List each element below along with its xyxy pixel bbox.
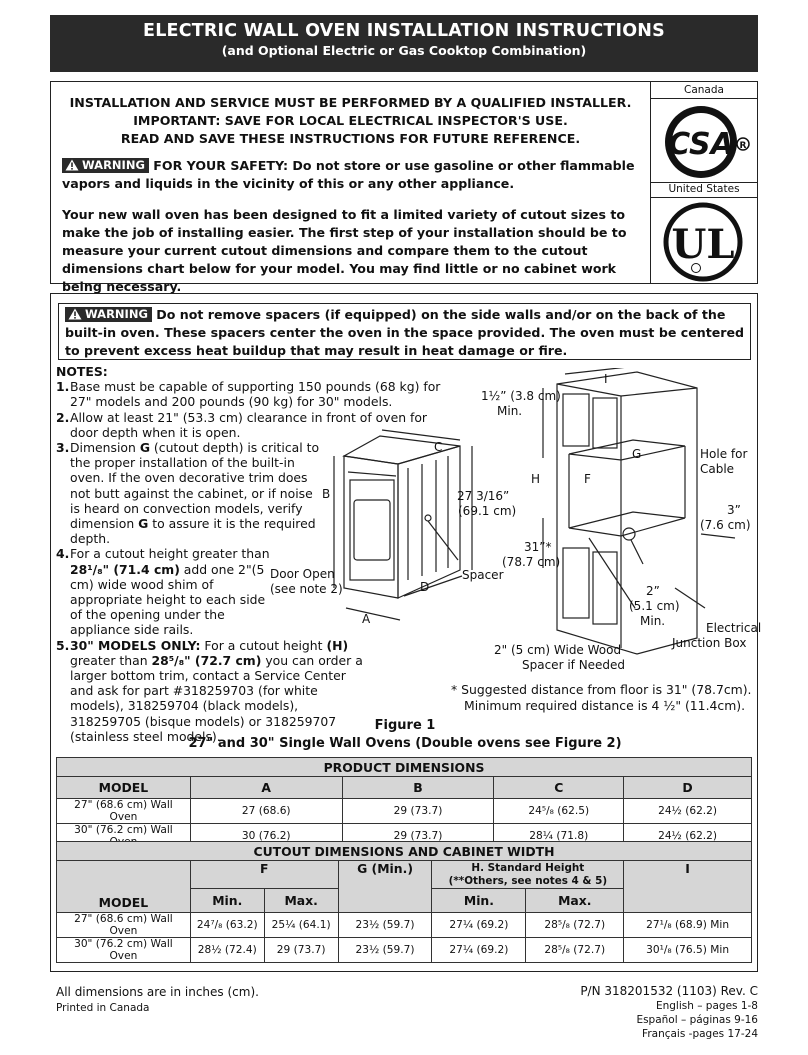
table-title: CUTOUT DIMENSIONS AND CABINET WIDTH xyxy=(57,842,752,861)
column-header: C xyxy=(494,777,624,799)
table-cell: 27" (68.6 cm) Wall Oven xyxy=(57,913,191,938)
column-header: F xyxy=(190,861,338,889)
french-pages: Français -pages 17-24 xyxy=(642,1028,758,1040)
label-f: F xyxy=(584,472,591,486)
intro-line-1: INSTALLATION AND SERVICE MUST BE PERFORMED BY A QUALIFIED INSTALLER. xyxy=(69,95,632,110)
spanish-pages: Español – páginas 9-16 xyxy=(636,1014,758,1026)
warning-triangle-icon xyxy=(68,308,82,320)
floor-distance-label: 31”* xyxy=(524,540,552,554)
table-cell: 27" (68.6 cm) Wall Oven xyxy=(57,799,191,824)
shim-label: 2" (5 cm) Wide Wood xyxy=(494,643,622,657)
label-i: I xyxy=(604,372,608,386)
height-label-cm: (69.1 cm) xyxy=(458,504,517,518)
intro-line-3: READ AND SAVE THESE INSTRUCTIONS FOR FUTURE REFERENCE. xyxy=(120,131,581,146)
footer-left xyxy=(56,984,259,1016)
table-cell: 29 (73.7) xyxy=(342,824,494,849)
table-cell: 27 (68.6) xyxy=(190,799,342,824)
see-note-label: (see note 2) xyxy=(270,582,343,596)
intro-line-2: IMPORTANT: SAVE FOR LOCAL ELECTRICAL INSPECTOR'S USE. xyxy=(133,113,568,128)
part-number: P/N 318201532 (1103) Rev. C xyxy=(580,984,758,998)
column-header: Max. xyxy=(264,889,338,913)
label-a: A xyxy=(362,612,371,626)
ul-logo-icon xyxy=(663,202,745,282)
note-1: 1. Base must be capable of supporting 150 pounds (68 kg) for 27" models and 200 pounds (90 kg) for 30" models. xyxy=(56,379,441,410)
spacer-warning-box xyxy=(58,303,751,360)
oven-dimension-diagram xyxy=(320,420,500,630)
svg-text:UL: UL xyxy=(671,221,735,268)
three-inch-cm: (7.6 cm) xyxy=(700,518,751,532)
svg-text:CSA: CSA xyxy=(668,127,734,162)
table-cell: 29 (73.7) xyxy=(264,938,338,963)
table-row xyxy=(57,799,752,824)
hole-label-2: Cable xyxy=(700,462,735,476)
svg-text:R: R xyxy=(739,141,747,151)
cabinet-cutout-diagram xyxy=(525,368,750,658)
spacer-warning xyxy=(65,306,745,360)
footnote-1: * Suggested distance from floor is 31" (78.7cm). xyxy=(451,682,752,697)
warning-badge: WARNING xyxy=(65,307,152,322)
note-2: 2. Allow at least 21" (53.3 cm) clearance in front of oven for door depth when it is open. xyxy=(56,409,428,440)
label-h: H xyxy=(531,472,541,486)
divider xyxy=(651,197,757,198)
shim-label-2: Spacer if Needed xyxy=(522,658,626,672)
csa-logo-icon xyxy=(663,104,751,180)
intro-heading xyxy=(51,94,650,148)
note-3: 3. Dimension G (cutout depth) is critical to the proper installation of the built-in oven. If the oven decorative trim does not butt against the cabinet, or if noise is heard on convection models, verify dimension G to assure it is the required depth. xyxy=(56,440,320,547)
column-header: D xyxy=(624,777,752,799)
english-pages: English – pages 1-8 xyxy=(655,1000,758,1012)
note-4: 4. For a cutout height greater than 28¹/₈" (71.4 cm) add one 2"(5 cm) wide wood shim of appropriate height to each side of the opening under the appliance side rails. xyxy=(56,546,270,638)
table-cell: 23½ (59.7) xyxy=(338,913,432,938)
label-g: G xyxy=(632,447,642,461)
floor-distance-cm: (78.7 cm) xyxy=(502,555,561,569)
two-inch-label: 2” xyxy=(646,584,660,598)
table-cell: 30" (76.2 cm) Wall xyxy=(57,824,191,849)
height-label: 27 3/16” xyxy=(457,489,510,503)
product-dimensions-table xyxy=(56,757,752,849)
table-cell: 28⁵/₈ (72.7) xyxy=(526,913,624,938)
table-cell: 24⁵/₈ (62.5) xyxy=(494,799,624,824)
table-cell: 27¼ (69.2) xyxy=(432,938,526,963)
table-cell: 29 (73.7) xyxy=(342,799,494,824)
table-cell: 24⁷/₈ (63.2) xyxy=(190,913,264,938)
door-open-label: Door Open xyxy=(270,567,335,581)
label-b: B xyxy=(322,487,331,501)
table-cell: 28⁵/₈ (72.7) xyxy=(526,938,624,963)
column-header: MODEL xyxy=(57,777,191,799)
table-cell: 28¼ (71.8) xyxy=(494,824,624,849)
column-header: MODEL xyxy=(57,861,191,913)
cutout-dimensions-table xyxy=(56,841,752,963)
warning-triangle-icon xyxy=(65,159,79,171)
label-d: D xyxy=(420,580,430,594)
table-cell: 27¹/₈ (68.9) Min xyxy=(624,913,752,938)
table-row xyxy=(57,913,752,938)
min-gap-label: 1½” (3.8 cm) xyxy=(481,389,561,403)
column-header: A xyxy=(190,777,342,799)
canada-label: Canada xyxy=(684,84,724,96)
title-banner xyxy=(50,15,758,72)
divider xyxy=(651,98,757,99)
cutout-intro-text: Your new wall oven has been designed to fit a limited variety of cutout sizes to make the job of installing easier. The first step of your installation should be to measure your current cutout dimensions and compare them to the cutout dimensions chart below for your model. You may find little or no cabinet work being necessary. xyxy=(62,207,627,294)
label-c: C xyxy=(434,440,443,454)
safety-warning xyxy=(62,157,644,193)
spacer-warning-text: Do not remove spacers (if equipped) on the side walls and/or on the back of the built-in oven. These spacers center the oven in the space provided. The oven must be centered to prevent excess heat buildup that may result in heat damage or fire. xyxy=(65,307,745,358)
page-title: ELECTRIC WALL OVEN INSTALLATION INSTRUCTIONS xyxy=(143,21,665,41)
column-header: Max. xyxy=(526,889,624,913)
junction-box-label: Junction Box xyxy=(672,636,747,650)
three-inch-label: 3” xyxy=(727,503,741,517)
table-cell: 24½ (62.2) xyxy=(624,799,752,824)
table-cell: 27¼ (69.2) xyxy=(432,913,526,938)
page-subtitle: (and Optional Electric or Gas Cooktop Combination) xyxy=(221,43,587,58)
safety-text: FOR YOUR SAFETY: Do not store or use gasoline or other flammable vapors and liquids in the vicinity of this or any other appliance. xyxy=(62,158,635,191)
spacer-label: Spacer xyxy=(462,568,504,582)
footer-right xyxy=(580,984,758,1041)
electrical-label: Electrical xyxy=(706,621,762,635)
column-header: G (Min.) xyxy=(338,861,432,913)
footnote-2: Minimum required distance is 4 ½" (11.4cm). xyxy=(464,698,746,713)
table-cell: 24½ (62.2) xyxy=(624,824,752,849)
column-header: I xyxy=(624,861,752,913)
table-row xyxy=(57,938,752,963)
table-cell: 25¼ (64.1) xyxy=(264,913,338,938)
figure-title: 27" and 30" Single Wall Ovens (Double ovens see Figure 2) xyxy=(188,736,622,751)
table-cell: 28½ (72.4) xyxy=(190,938,264,963)
us-label: United States xyxy=(668,183,740,195)
hole-label: Hole for xyxy=(700,447,748,461)
column-header: Min. xyxy=(190,889,264,913)
note-5: 5. 30" MODELS ONLY: For a cutout height (H) greater than 28⁵/₈" (72.7 cm) you can order a larger bottom trim, contact a Service Center and ask for part #318259703 (for white models), 318259704 (black models), 318259705 (bisque models) or 318259707 (stainless steel models). xyxy=(56,637,363,744)
printed-in: Printed in Canada xyxy=(56,1002,150,1014)
two-inch-min: Min. xyxy=(640,614,666,628)
table-cell: 30¹/₈ (76.5) Min xyxy=(624,938,752,963)
column-header: H. Standard Height (**Others, see notes 4 & 5) xyxy=(432,861,624,889)
figure-caption xyxy=(55,717,755,753)
dimensions-note: All dimensions are in inches (cm). xyxy=(56,985,259,999)
table-cell: 30" (76.2 cm) Wall Oven xyxy=(57,938,191,963)
table-cell: 30 (76.2) xyxy=(190,824,342,849)
figure-label: Figure 1 xyxy=(374,718,436,733)
table-title: PRODUCT DIMENSIONS xyxy=(57,758,752,777)
column-header: B xyxy=(342,777,494,799)
warning-badge: WARNING xyxy=(62,158,149,173)
min-gap-min: Min. xyxy=(497,404,523,418)
two-inch-cm: (5.1 cm) xyxy=(629,599,680,613)
certification-box xyxy=(651,81,758,284)
intro-box xyxy=(50,81,651,294)
table-cell: 23½ (59.7) xyxy=(338,938,432,963)
column-header: Min. xyxy=(432,889,526,913)
notes-title: NOTES: xyxy=(56,364,108,379)
